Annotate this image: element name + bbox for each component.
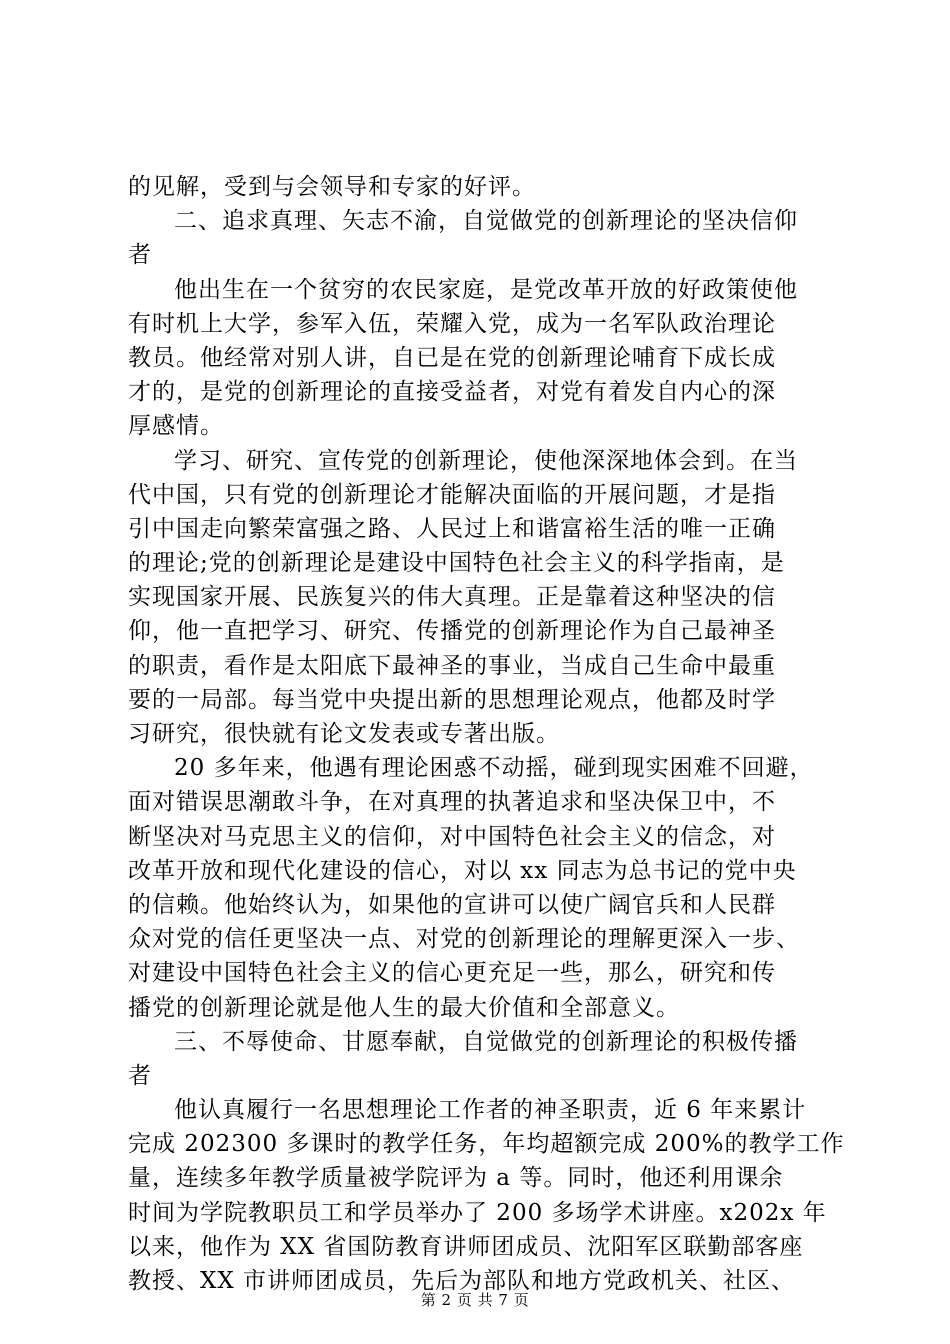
text-line: 众对党的信任更坚决一点、对党的创新理论的理解更深入一步、: [128, 926, 800, 953]
text-line: 断坚决对马克思主义的信仰，对中国特色社会主义的信念，对: [128, 823, 776, 850]
text-line: 要的一局部。每当党中央提出新的思想理论观点，他都及时学: [128, 686, 776, 713]
text-line: 的职责，看作是太阳底下最神圣的事业，当成自己生命中最重: [128, 652, 776, 679]
text-line: 教员。他经常对别人讲，自已是在党的创新理论哺育下成长成: [128, 344, 776, 371]
text-line: 二、追求真理、矢志不渝，自觉做党的创新理论的坚决信仰: [174, 208, 798, 235]
text-line: 引中国走向繁荣富强之路、人民过上和谐富裕生活的唯一正确: [128, 515, 776, 542]
text-line: 他认真履行一名思想理论工作者的神圣职责，近 6 年来累计: [174, 1097, 807, 1124]
text-line: 的见解，受到与会领导和专家的好评。: [128, 174, 536, 200]
text-line: 实现国家开展、民族复兴的伟大真理。正是靠着这种坚决的信: [128, 584, 776, 611]
text-line: 仰，他一直把学习、研究、传播党的创新理论作为自己最神圣: [128, 618, 776, 645]
text-line: 他出生在一个贫穷的农民家庭，是党改革开放的好政策使他: [174, 276, 798, 303]
page-footer: [0, 1290, 950, 1310]
text-line: 三、不辱使命、甘愿奉献，自觉做党的创新理论的积极传播: [174, 1028, 798, 1055]
text-line: 面对错误思潮敢斗争，在对真理的执著追求和坚决保卫中，不: [128, 789, 776, 816]
text-line: 的信赖。他始终认为，如果他的宣讲可以使广阔官兵和人民群: [128, 891, 776, 918]
text-line: 学习、研究、宣传党的创新理论，使他深深地体会到。在当: [174, 447, 798, 474]
text-line: 才的，是党的创新理论的直接受益者，对党有着发自内心的深: [128, 379, 776, 406]
text-line: 有时机上大学，参军入伍，荣耀入党，成为一名军队政治理论: [128, 310, 776, 337]
text-line: 完成 202300 多课时的教学任务，年均超额完成 200%的教学工作: [128, 1131, 845, 1158]
text-line: 的理论;党的创新理论是建设中国特色社会主义的科学指南，是: [128, 550, 785, 577]
text-line: 以来，他作为 XX 省国防教育讲师团成员、沈阳军区联勤部客座: [128, 1233, 804, 1260]
text-line: 时间为学院教职员工和学员举办了 200 多场学术讲座。x202x 年: [128, 1199, 827, 1226]
text-line: 教授、XX 市讲师团成员，先后为部队和地方党政机关、社区、: [128, 1268, 796, 1294]
text-line: 者: [128, 1062, 152, 1089]
text-line: 对建设中国特色社会主义的信心更充足一些，那么，研究和传: [128, 960, 776, 987]
text-line: 习研究，很快就有论文发表或专著出版。: [128, 721, 560, 747]
text-line: 代中国，只有党的创新理论才能解决面临的开展问题，才是指: [128, 481, 776, 508]
text-line: 量，连续多年教学质量被学院评为 a 等。同时，他还利用课余: [128, 1165, 784, 1192]
page-number-label: 第 2 页 共 7 页: [420, 1291, 530, 1309]
text-line: 改革开放和现代化建设的信心，对以 xx 同志为总书记的党中央: [128, 857, 797, 884]
document-body: [128, 170, 845, 1298]
text-line: 者: [128, 242, 152, 269]
text-line: 厚感情。: [128, 413, 224, 440]
text-line: 20 多年来，他遇有理论困惑不动摇，碰到现实困难不回避，: [174, 755, 814, 782]
text-line: 播党的创新理论就是他人生的最大价值和全部意义。: [128, 994, 680, 1021]
